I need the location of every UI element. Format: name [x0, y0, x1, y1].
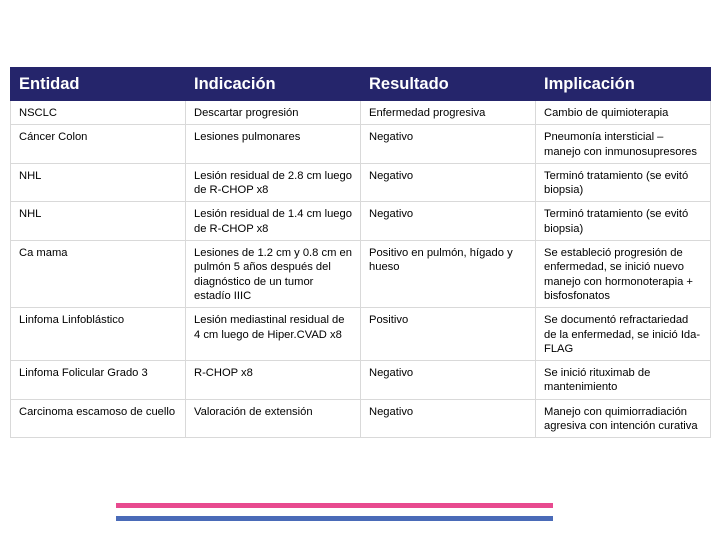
cell-resultado: Negativo: [361, 361, 536, 400]
cell-resultado: Negativo: [361, 399, 536, 438]
pink-accent-bar: [116, 503, 553, 508]
cell-indicacion: Lesión residual de 2.8 cm luego de R-CHOP x8: [186, 163, 361, 202]
results-table: [10, 67, 711, 438]
table-row: [11, 241, 711, 308]
cell-implicacion: Se documentó refractariedad de la enfermedad, se inició Ida-FLAG: [536, 308, 711, 361]
cell-implicacion: Se inició rituximab de mantenimiento: [536, 361, 711, 400]
table-row: [11, 125, 711, 164]
cell-indicacion: R-CHOP x8: [186, 361, 361, 400]
cell-entidad: Ca mama: [11, 241, 186, 308]
cell-resultado: Positivo en pulmón, hígado y hueso: [361, 241, 536, 308]
table-header-row: [11, 68, 711, 101]
cell-resultado: Enfermedad progresiva: [361, 101, 536, 125]
table-row: [11, 163, 711, 202]
header-indicacion: Indicación: [186, 68, 361, 101]
cell-resultado: Positivo: [361, 308, 536, 361]
cell-implicacion: Terminó tratamiento (se evitó biopsia): [536, 163, 711, 202]
cell-implicacion: Pneumonía intersticial – manejo con inmunosupresores: [536, 125, 711, 164]
cell-entidad: NHL: [11, 202, 186, 241]
cell-implicacion: Terminó tratamiento (se evitó biopsia): [536, 202, 711, 241]
header-entidad: Entidad: [11, 68, 186, 101]
cell-indicacion: Valoración de extensión: [186, 399, 361, 438]
cell-entidad: NHL: [11, 163, 186, 202]
cell-entidad: Cáncer Colon: [11, 125, 186, 164]
table-row: [11, 399, 711, 438]
cell-entidad: NSCLC: [11, 101, 186, 125]
cell-resultado: Negativo: [361, 125, 536, 164]
cell-entidad: Carcinoma escamoso de cuello: [11, 399, 186, 438]
cell-entidad: Linfoma Folicular Grado 3: [11, 361, 186, 400]
table-row: [11, 101, 711, 125]
cell-entidad: Linfoma Linfoblástico: [11, 308, 186, 361]
cell-indicacion: Lesiones pulmonares: [186, 125, 361, 164]
cell-implicacion: Manejo con quimiorradiación agresiva con intención curativa: [536, 399, 711, 438]
cell-indicacion: Descartar progresión: [186, 101, 361, 125]
cell-indicacion: Lesión mediastinal residual de 4 cm luego de Hiper.CVAD x8: [186, 308, 361, 361]
header-implicacion: Implicación: [536, 68, 711, 101]
table-row: [11, 361, 711, 400]
header-resultado: Resultado: [361, 68, 536, 101]
cell-resultado: Negativo: [361, 163, 536, 202]
cell-resultado: Negativo: [361, 202, 536, 241]
cell-implicacion: Cambio de quimioterapia: [536, 101, 711, 125]
cell-implicacion: Se estableció progresión de enfermedad, se inició nuevo manejo con hormonoterapia + bisfosfonatos: [536, 241, 711, 308]
table-row: [11, 202, 711, 241]
blue-accent-bar: [116, 516, 553, 521]
cell-indicacion: Lesiones de 1.2 cm y 0.8 cm en pulmón 5 años después del diagnóstico de un tumor estadío IIIC: [186, 241, 361, 308]
table-row: [11, 308, 711, 361]
cell-indicacion: Lesión residual de 1.4 cm luego de R-CHOP x8: [186, 202, 361, 241]
